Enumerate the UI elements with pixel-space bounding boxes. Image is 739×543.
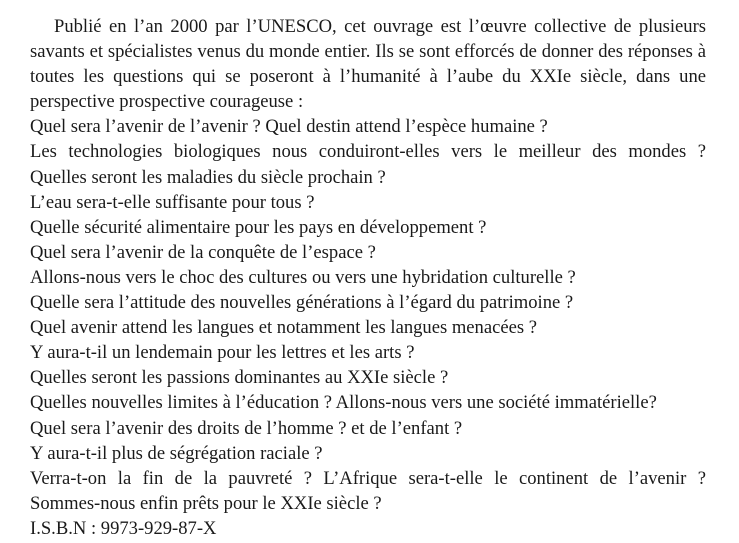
question-line: Quelle sécurité alimentaire pour les pays en développement ?: [30, 216, 487, 238]
question-line: Y aura-t-il un lendemain pour les lettres et les arts ?: [30, 342, 415, 364]
isbn-line: I.S.B.N : 9973-929-87-X: [30, 517, 217, 539]
question-line: Quelle sera l’attitude des nouvelles générations à l’égard du patrimoine ?: [30, 292, 574, 314]
question-line: Quel sera l’avenir de la conquête de l’espace ?: [30, 241, 376, 263]
intro-paragraph: Publié en l’an 2000 par l’UNESCO, cet ouvrage est l’œuvre collective de plusieurs savants et spécialistes venus du monde entier. Ils se sont efforcés de donner des réponses à toutes les questions qui se poseront à l’humanité à l’aube du XXIe siècle, dans une perspective prospective courageuse :: [30, 16, 706, 113]
question-line: Quel sera l’avenir des droits de l’homme ? et de l’enfant ?: [30, 417, 463, 439]
question-line: Quel avenir attend les langues et notamment les langues menacées ?: [30, 317, 538, 339]
question-line: L’eau sera-t-elle suffisante pour tous ?: [30, 191, 315, 213]
question-list: [30, 114, 706, 516]
question-line: Sommes-nous enfin prêts pour le XXIe siècle ?: [30, 492, 382, 514]
question-line: Quel sera l’avenir de l’avenir ? Quel destin attend l’espèce humaine ?: [30, 116, 548, 138]
question-line: Quelles nouvelles limites à l’éducation ? Allons-nous vers une société immatérielle?: [30, 392, 657, 414]
question-line: Quelles seront les passions dominantes au XXIe siècle ?: [30, 367, 449, 389]
question-line: Allons-nous vers le choc des cultures ou vers une hybridation culturelle ?: [30, 266, 576, 288]
question-line: Quelles seront les maladies du siècle prochain ?: [30, 166, 386, 188]
question-line: Verra-t-on la fin de la pauvreté ? L’Afrique sera-t-elle le continent de l’avenir ?: [30, 467, 706, 489]
book-blurb: [30, 14, 706, 541]
question-line: Les technologies biologiques nous conduiront-elles vers le meilleur des mondes ?: [30, 141, 706, 163]
question-line: Y aura-t-il plus de ségrégation raciale ?: [30, 442, 323, 464]
